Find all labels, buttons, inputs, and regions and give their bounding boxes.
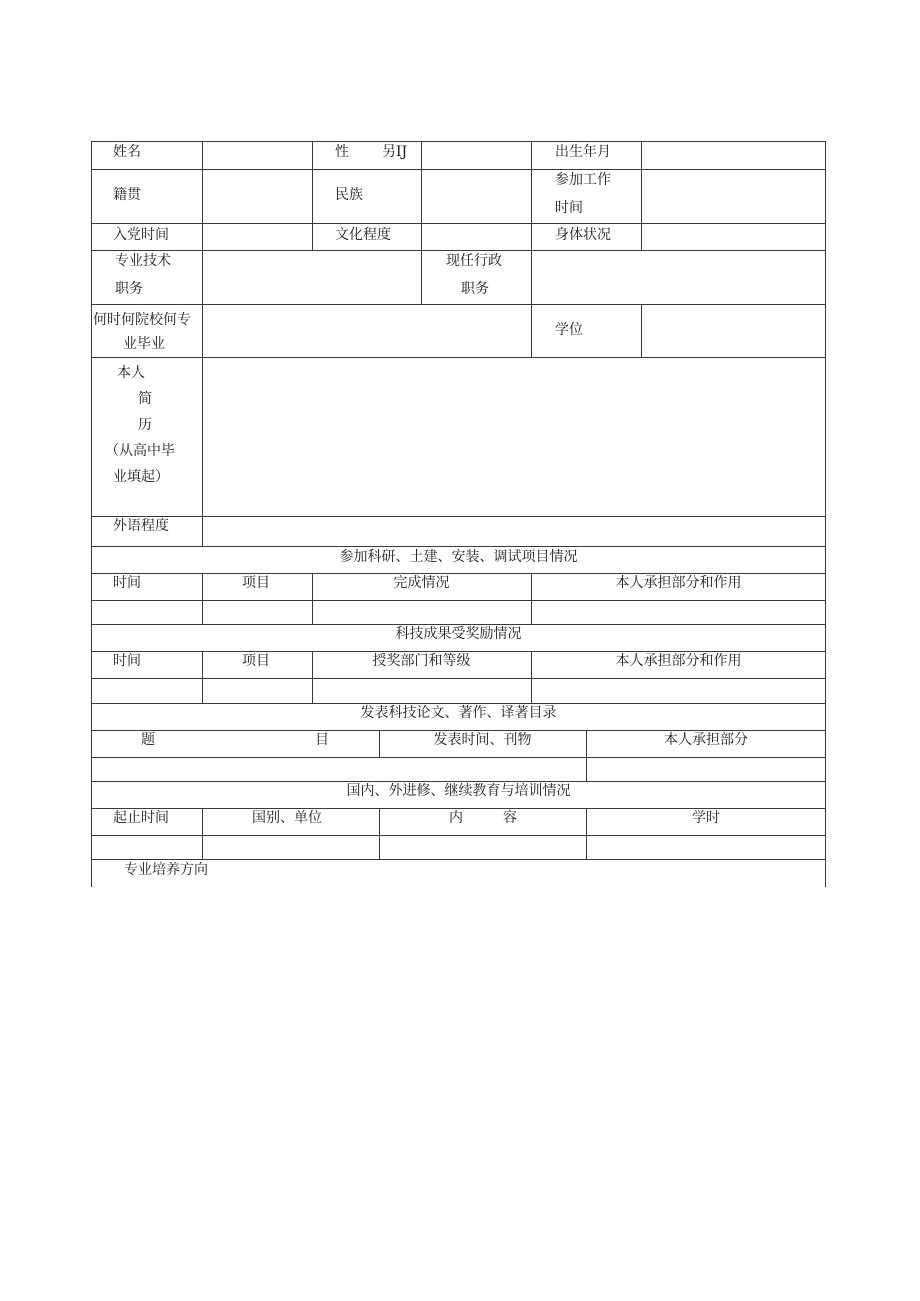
application-form bbox=[91, 141, 826, 887]
awards-header-item: 项目 bbox=[242, 653, 270, 669]
resume-label-line2: 简 bbox=[138, 391, 152, 407]
ethnicity-field[interactable] bbox=[422, 170, 531, 223]
tech-title-label-line2: 职务 bbox=[115, 281, 143, 297]
awards-header-time: 时间 bbox=[113, 653, 141, 669]
tech-title-label-line1: 专业技术 bbox=[115, 253, 171, 269]
publications-header-title-part2: 目 bbox=[315, 732, 329, 748]
admin-post-label-line2: 职务 bbox=[461, 281, 489, 297]
native-place-field[interactable] bbox=[203, 170, 312, 223]
training-row-content-field[interactable] bbox=[380, 836, 586, 859]
degree-label: 学位 bbox=[555, 322, 583, 338]
work-start-label-line1: 参加工作 bbox=[555, 172, 611, 188]
projects-header-role: 本人承担部分和作用 bbox=[615, 575, 742, 591]
awards-section-title: 科技成果受奖励情况 bbox=[395, 626, 522, 642]
resume-label-line5: 业填起） bbox=[113, 469, 169, 485]
projects-section-title: 参加科研、土建、安装、调试项目情况 bbox=[339, 549, 578, 565]
publications-header-time: 发表时间、刊物 bbox=[433, 732, 532, 748]
work-start-field[interactable] bbox=[642, 170, 825, 223]
graduation-label-line1: 何时何院校何专 bbox=[93, 312, 191, 328]
language-field[interactable] bbox=[203, 517, 825, 546]
training-row-period-field[interactable] bbox=[92, 836, 202, 859]
admin-post-label-line1: 现任行政 bbox=[446, 253, 502, 269]
degree-field[interactable] bbox=[642, 305, 825, 357]
table-border-right bbox=[825, 141, 826, 887]
education-label: 文化程度 bbox=[335, 227, 391, 243]
training-row-hours-field[interactable] bbox=[587, 836, 825, 859]
graduation-label-line2: 业毕业 bbox=[123, 336, 165, 352]
direction-label: 专业培养方向 bbox=[124, 862, 208, 878]
gender-label-part2: 另IJ bbox=[382, 144, 408, 160]
native-place-label: 籍贯 bbox=[113, 187, 141, 203]
birth-field[interactable] bbox=[642, 142, 825, 169]
work-start-label-line2: 时间 bbox=[555, 200, 583, 216]
health-label: 身体状况 bbox=[555, 227, 611, 243]
training-header-content-part2: 容 bbox=[503, 810, 517, 826]
name-field[interactable] bbox=[203, 142, 312, 169]
projects-header-item: 项目 bbox=[242, 575, 270, 591]
awards-header-role: 本人承担部分和作用 bbox=[615, 653, 742, 669]
party-join-label: 入党时间 bbox=[113, 227, 169, 243]
training-header-country: 国别、单位 bbox=[252, 810, 322, 826]
projects-header-time: 时间 bbox=[113, 575, 141, 591]
name-label: 姓名 bbox=[113, 144, 141, 160]
training-header-hours: 学时 bbox=[692, 810, 720, 826]
gender-field[interactable] bbox=[422, 142, 531, 169]
tech-title-field[interactable] bbox=[203, 251, 421, 304]
publications-section-title: 发表科技论文、著作、译著目录 bbox=[360, 705, 557, 721]
col-divider bbox=[531, 141, 532, 250]
health-field[interactable] bbox=[642, 224, 825, 250]
direction-field[interactable] bbox=[92, 860, 825, 887]
graduation-field[interactable] bbox=[203, 305, 531, 357]
publications-header-role: 本人承担部分 bbox=[664, 732, 748, 748]
resume-label-line4: （从高中毕 bbox=[105, 443, 175, 459]
awards-header-department: 授奖部门和等级 bbox=[372, 653, 471, 669]
gender-label-part1: 性 bbox=[335, 144, 349, 160]
training-section-title: 国内、外进修、继续教育与培训情况 bbox=[346, 783, 571, 799]
col-divider bbox=[312, 141, 313, 250]
projects-header-status: 完成情况 bbox=[393, 575, 450, 591]
ethnicity-label: 民族 bbox=[335, 187, 363, 203]
birth-label: 出生年月 bbox=[555, 144, 611, 160]
training-row-country-field[interactable] bbox=[203, 836, 379, 859]
language-label: 外语程度 bbox=[113, 518, 169, 534]
col-divider bbox=[531, 304, 532, 357]
publications-header-title-part1: 题 bbox=[141, 732, 155, 748]
resume-field[interactable] bbox=[203, 358, 825, 516]
admin-post-field[interactable] bbox=[532, 251, 825, 304]
education-field[interactable] bbox=[422, 224, 531, 250]
col-divider bbox=[421, 250, 422, 304]
resume-label-line1: 本人 bbox=[117, 365, 145, 381]
training-header-content-part1: 内 bbox=[449, 810, 463, 826]
resume-label-line3: 历 bbox=[138, 417, 152, 433]
party-join-field[interactable] bbox=[203, 224, 312, 250]
training-header-period: 起止时间 bbox=[113, 810, 169, 826]
